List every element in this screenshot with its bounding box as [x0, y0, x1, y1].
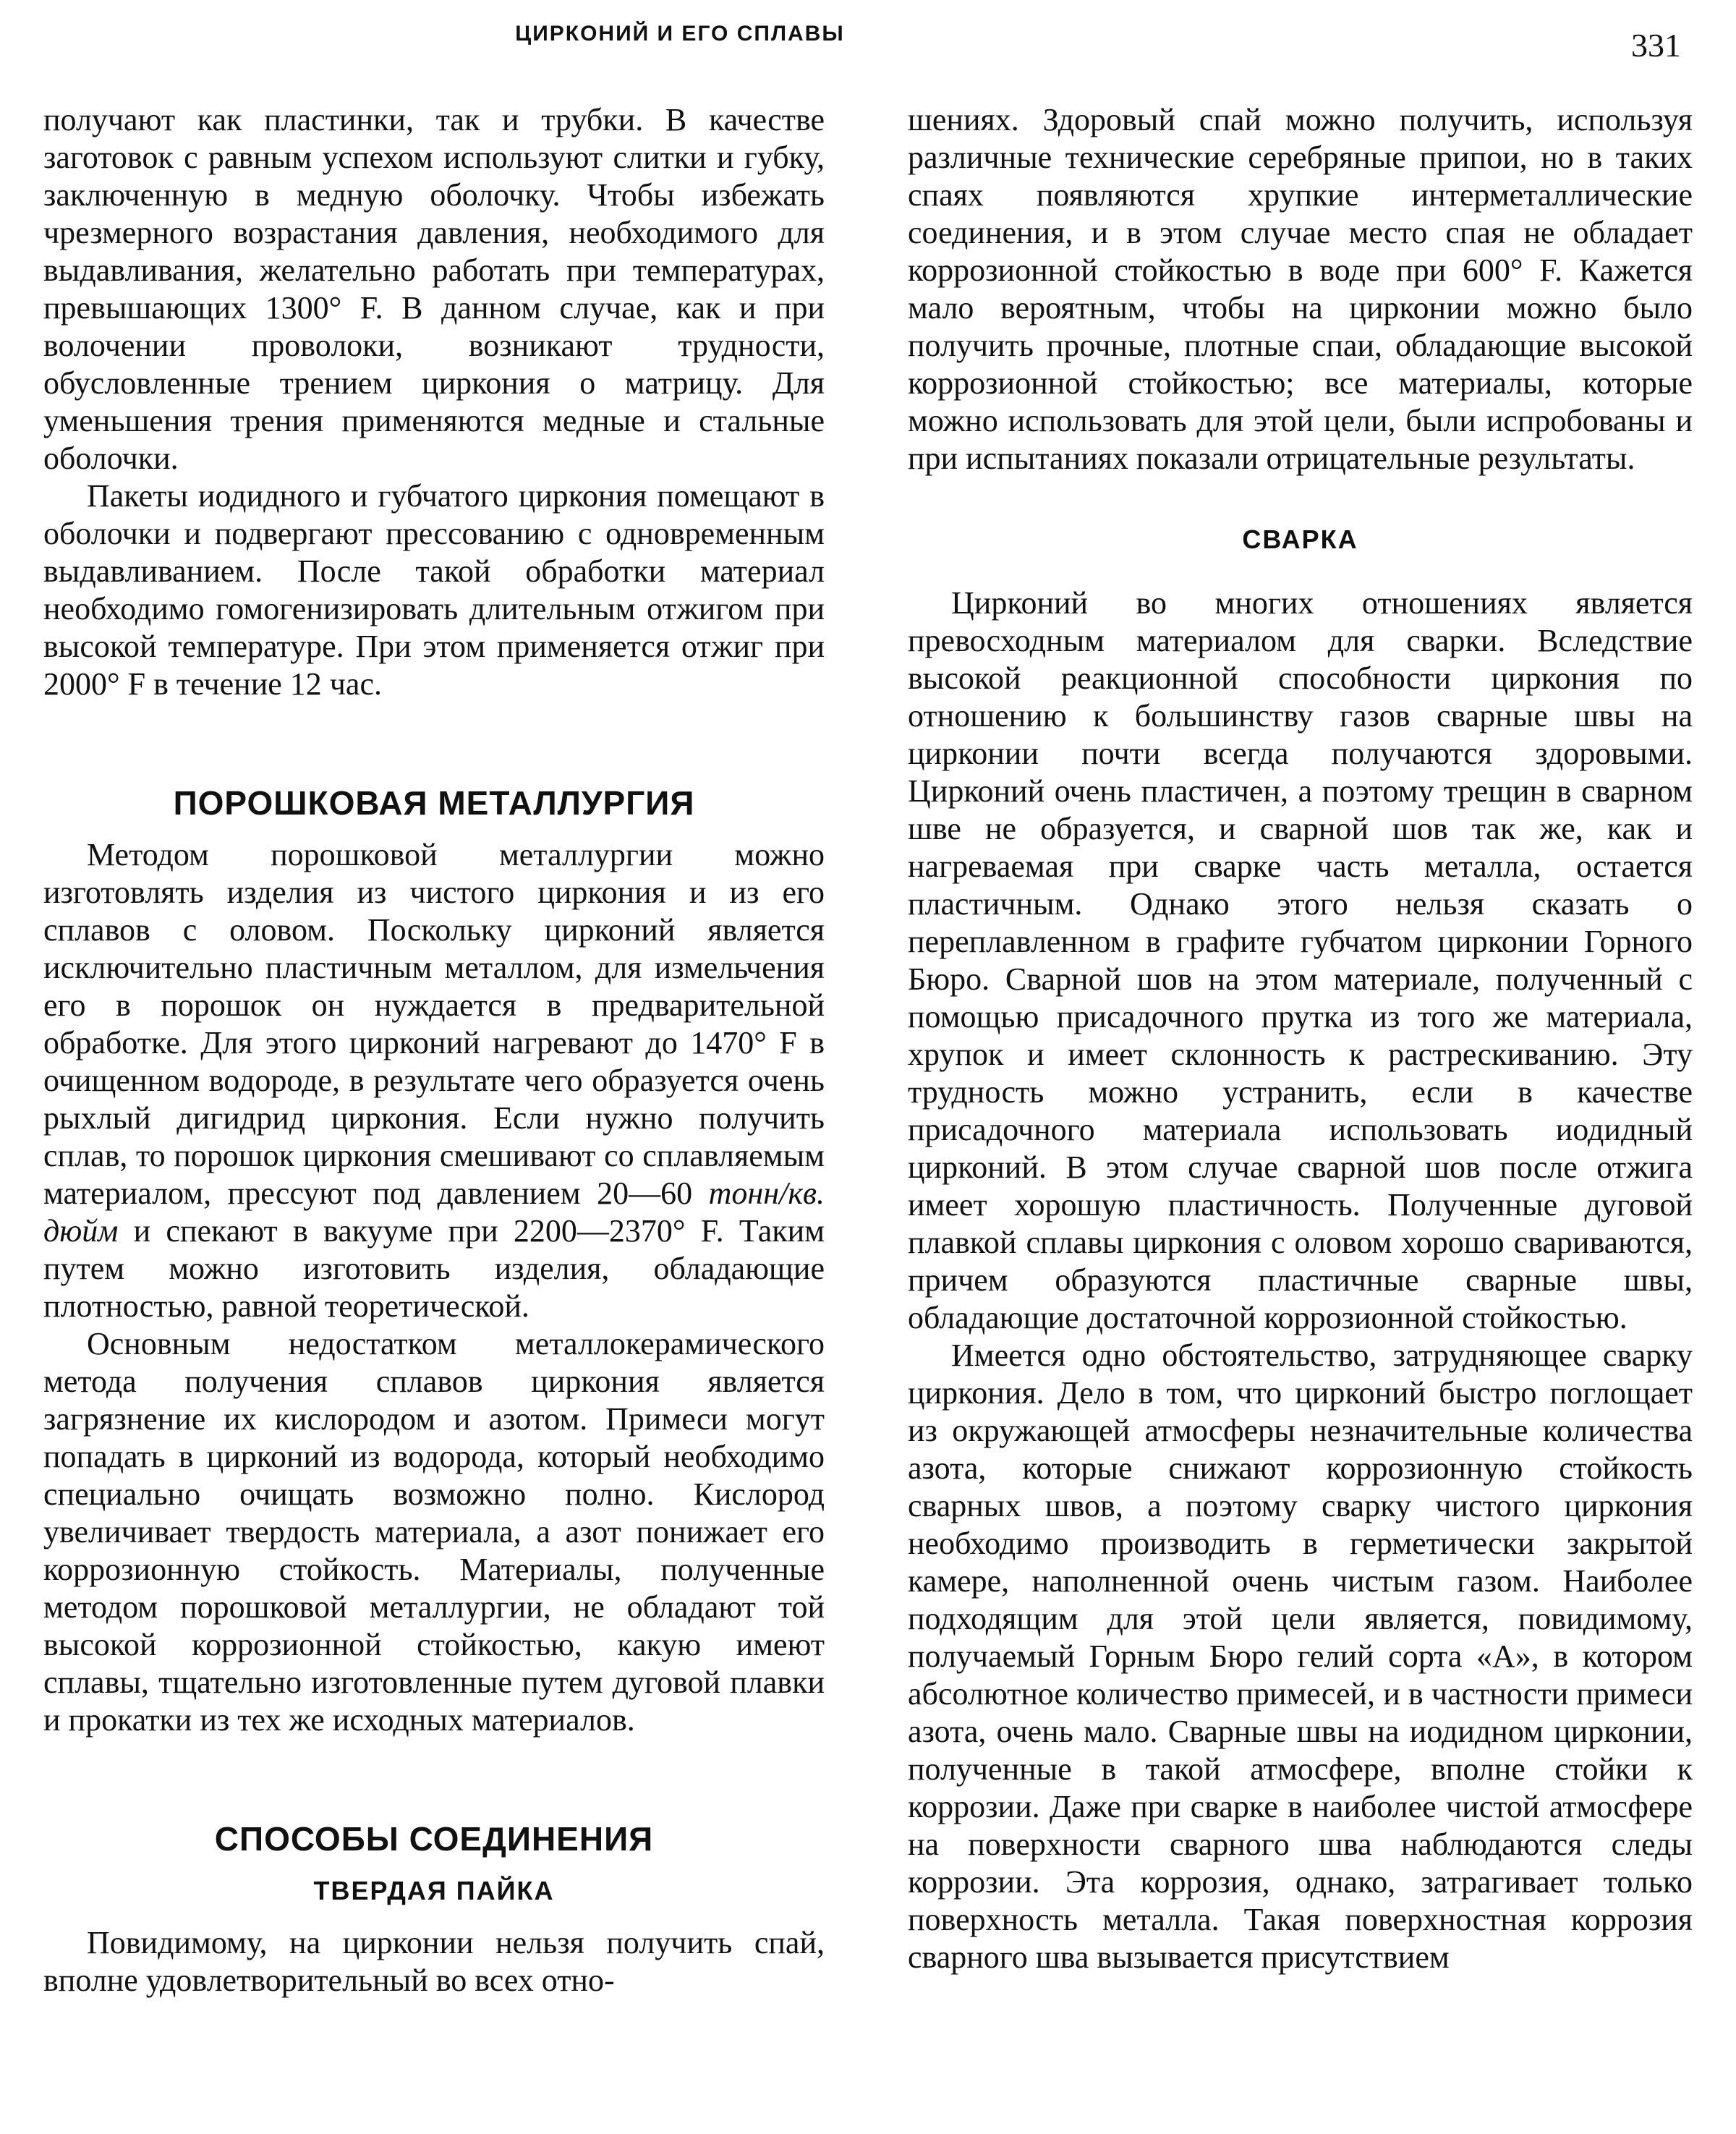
right-column	[908, 101, 1693, 1976]
page-number: 331	[1631, 27, 1681, 64]
paragraph-powder-drawback: Основным недостатком металлокерамического метода получения сплавов циркония является загрязнение их кислородом и азотом. Примеси могут попадать в цирконий из водорода, который необходимо специально очищать возможно полно. Кислород увеличивает твердость материала, а азот понижает его коррозионную стойкость. Материалы, полученные методом порошковой металлургии, не обладают той высокой коррозионной стойкостью, какую имеют сплавы, тщательно изготовленные путем дуговой плавки и прокатки из тех же исходных материалов.	[43, 1326, 825, 1738]
paragraph-welding-atmosphere: Имеется одно обстоятельство, затрудняющее сварку циркония. Дело в том, что цирконий быстро поглощает из окружающей атмосферы незначительные количества азота, которые снижают коррозионную стойкость сварных швов, а поэтому сварку чистого циркония необходимо производить в герметически закрытой камере, наполненной очень чистым газом. Наиболее подходящим для этой цели является, повидимому, получаемый Горным Бюро гелий сорта «А», в котором абсолютное количество примесей, и в частности примеси азота, очень мало. Сварные швы на иодидном цирконии, полученные в такой атмосфере, вполне стойки к коррозии. Даже при сварке в наиболее чистой атмосфере на поверхности сварного шва наблюдаются следы коррозии. Эта коррозия, однако, затрагивает только поверхность металла. Такая поверхностная коррозия сварного шва вызывается присутствием	[908, 1338, 1693, 1975]
subheading-brazing: ТВЕРДАЯ ПАЙКА	[313, 1876, 555, 1905]
subheading-welding: СВАРКА	[1242, 524, 1358, 554]
heading-joining-methods: СПОСОБЫ СОЕДИНЕНИЯ	[214, 1820, 654, 1858]
paragraph-brazing-start: Повидимому, на цирконии нельзя получить спай, вполне удовлетворительный во всех отно-	[43, 1925, 825, 1998]
left-column	[43, 101, 825, 1999]
paragraph-packets: Пакеты иодидного и губчатого циркония помещают в оболочки и подвергают прессованию с одновременным выдавливанием. После такой обработки материал необходимо гомогенизировать длительным отжигом при высокой температуре. При этом применяется отжиг при 2000° F в течение 12 час.	[43, 478, 825, 702]
running-head: ЦИРКОНИЙ И ЕГО СПЛАВЫ	[515, 22, 845, 46]
heading-powder-metallurgy: ПОРОШКОВАЯ МЕТАЛЛУРГИЯ	[173, 784, 695, 822]
paragraph-brazing-end: шениях. Здоровый спай можно получить, используя различные технические серебряные припои, но в таких спаях появляются хрупкие интерметаллические соединения, и в этом случае место спая не обладает коррозионной стойкостью в воде при 600° F. Кажется мало вероятным, чтобы на цирконии можно было получить прочные, плотные спаи, обладающие высокой коррозионной стойкостью; все материалы, которые можно использовать для этой цели, были испробованы и при испытаниях показали отрицательные результаты.	[908, 102, 1693, 476]
pressure-unit: тонн/кв. дюйм	[43, 1176, 825, 1249]
paragraph-extrusion-end: получают как пластинки, так и трубки. В качестве заготовок с равным успехом используют слитки и губку, заключенную в медную оболочку. Чтобы избежать чрезмерного возрастания давления, необходимого для выдавливания, желательно работать при температурах, превышающих 1300° F. В данном случае, как и при волочении проволоки, возникают трудности, обусловленные трением циркония о матрицу. Для уменьшения трения применяются медные и стальные оболочки.	[43, 102, 825, 476]
paragraph-welding-intro: Цирконий во многих отношениях является превосходным материалом для сварки. Вследствие высокой реакционной способности циркония по отношению к большинству газов сварные швы на цирконии почти всегда получаются здоровыми. Цирконий очень пластичен, а поэтому трещин в сварном шве не образуется, и сварной шов так же, как и нагреваемая при сварке часть металла, остается пластичным. Однако этого нельзя сказать о переплавленном в графите губчатом цирконии Горного Бюро. Сварной шов на этом материале, полученный с помощью присадочного прутка из того же материала, хрупок и имеет склонность к растрескиванию. Эту трудность можно устранить, если в качестве присадочного материала использовать иодидный цирконий. В этом случае сварной шов после отжига имеет хорошую пластичность. Полученные дуговой плавкой сплавы циркония с оловом хорошо свариваются, причем образуются пластичные сварные швы, обладающие достаточной коррозионной стойкостью.	[908, 585, 1693, 1335]
powder-text-b: и спекают в вакууме при 2200—2370° F. Таким путем можно изготовить изделия, обладающие плотностью, равной теоретической.	[43, 1213, 825, 1324]
powder-text-a: Методом порошковой металлургии можно изготовлять изделия из чистого циркония и из его сплавов с оловом. Поскольку цирконий является исключительно пластичным металлом, для измельчения его в порошок он нуждается в предварительной обработке. Для этого цирконий нагревают до 1470° F в очищенном водороде, в результате чего образуется очень рыхлый дигидрид циркония. Если нужно получить сплав, то порошок циркония смешивают со сплавляемым материалом, прессуют под давлением 20—60	[43, 837, 825, 1211]
paragraph-powder-method	[43, 836, 825, 1325]
